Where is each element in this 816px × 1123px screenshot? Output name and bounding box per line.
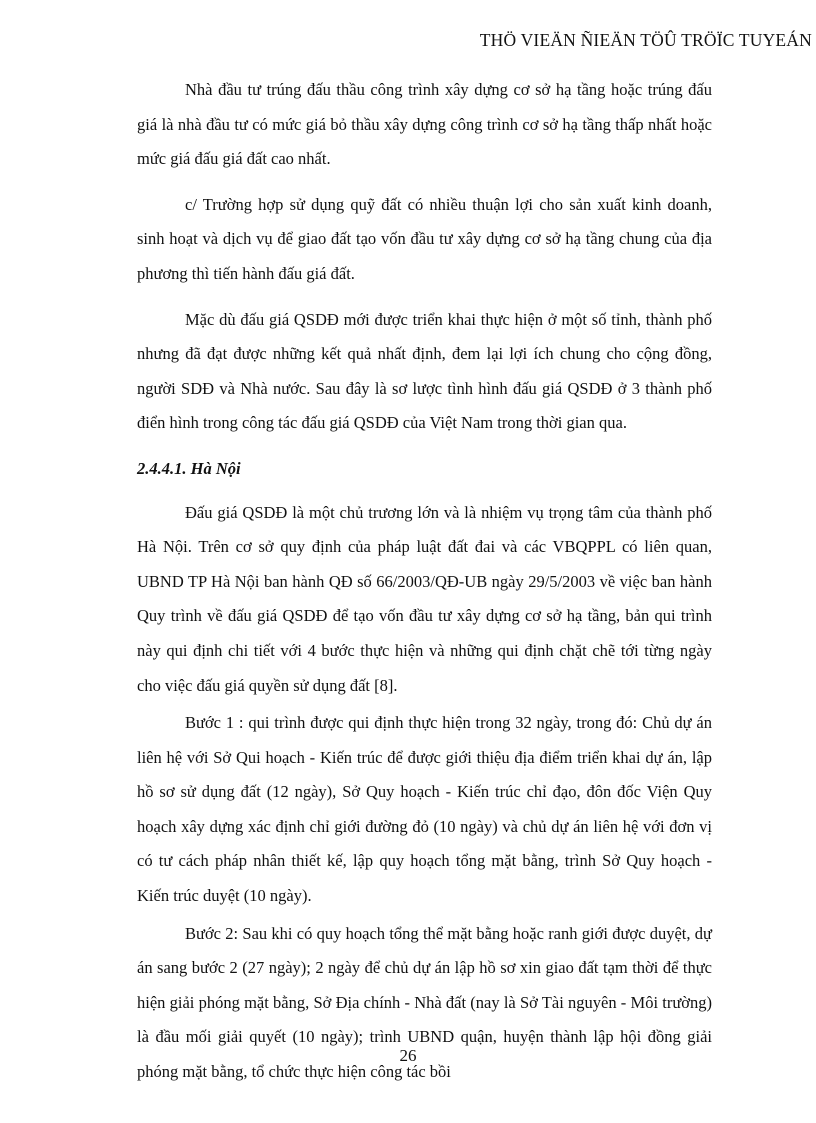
paragraph: Mặc dù đấu giá QSDĐ mới được triển khai thực hiện ở một số tỉnh, thành phố nhưng đã đạt được những kết quả nhất định, đem lại lợi ích chung cho cộng đồng, người SDĐ và Nhà nước. Sau đây là sơ lược tình hình đấu giá QSDĐ ở 3 thành phố điển hình trong công tác đấu giá QSDĐ của Việt Nam trong thời gian qua. — [137, 309, 712, 433]
paragraph: Nhà đầu tư trúng đấu thầu công trình xây dựng cơ sở hạ tầng hoặc trúng đấu giá là nhà đầu tư có mức giá bỏ thầu xây dựng công trình cơ sở hạ tầng thấp nhất hoặc mức giá đấu giá đất cao nhất. — [137, 80, 712, 169]
paragraph: Bước 1 : qui trình được qui định thực hiện trong 32 ngày, trong đó: Chủ dự án liên hệ với Sở Qui hoạch - Kiến trúc để được giới thiệu địa điểm triển khai dự án, lập hồ sơ sử dụng đất (12 ngày), Sở Quy hoạch - Kiến trúc chỉ đạo, đôn đốc Viện Quy hoạch xây dựng xác định chỉ giới đường đỏ (10 ngày) và chủ dự án liên hệ với đơn vị có tư cách pháp nhân thiết kế, lập quy hoạch tổng mặt bằng, trình Sở Quy hoạch - Kiến trúc duyệt (10 ngày). — [137, 713, 712, 906]
paragraph: Bước 2: Sau khi có quy hoạch tổng thể mặt bằng hoặc ranh giới được duyệt, dự án sang bước 2 (27 ngày); 2 ngày để chủ dự án lập hồ sơ xin giao đất tạm thời để thực hiện giải phóng mặt bằng, Sở Địa chính - Nhà đất (nay là Sở Tài nguyên - Môi trường) là đầu mối giải quyết (10 ngày); trình UBND quận, huyện thành lập hội đồng giải phóng mặt bằng, tổ chức thực hiện công tác bồi — [137, 923, 712, 1082]
page-number: 26 — [399, 1046, 417, 1065]
document-body — [137, 73, 712, 1093]
paragraph: c/ Trường hợp sử dụng quỹ đất có nhiều thuận lợi cho sản xuất kinh doanh, sinh hoạt và dịch vụ để giao đất tạo vốn đầu tư xây dựng cơ sở hạ tầng chung của địa phương thì tiến hành đấu giá đất. — [137, 194, 712, 283]
paragraph: Đấu giá QSDĐ là một chủ trương lớn và là nhiệm vụ trọng tâm của thành phố Hà Nội. Trên cơ sở quy định của pháp luật đất đai và các VBQPPL có liên quan, UBND TP Hà Nội ban hành QĐ số 66/2003/QĐ-UB ngày 29/5/2003 về việc ban hành Quy trình về đấu giá QSDĐ để tạo vốn đầu tư xây dựng cơ sở hạ tầng, bản qui trình này qui định chi tiết với 4 bước thực hiện và những qui định chặt chẽ tới từng ngày cho việc đấu giá quyền sử dụng đất [8]. — [137, 502, 712, 695]
section-heading: 2.4.4.1. Hà Nội — [137, 458, 241, 478]
page-header: THÖ VIEÄN ÑIEÄN TÖÛ TRÖÏC TUYEÁN — [479, 30, 812, 50]
